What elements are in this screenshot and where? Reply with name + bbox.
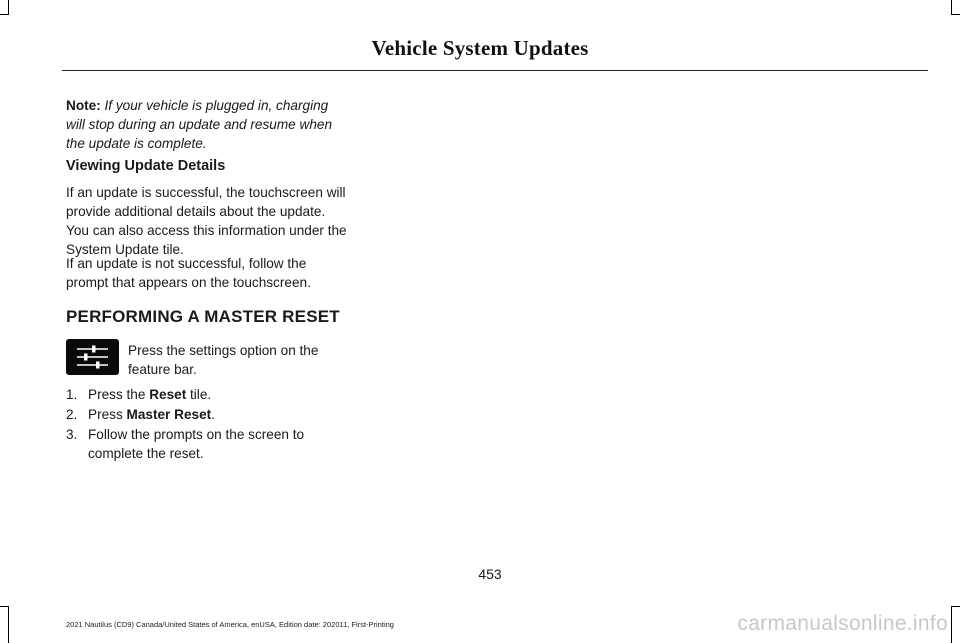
step-text-post: . bbox=[211, 407, 215, 422]
step-text-pre: Press the bbox=[88, 387, 150, 402]
viewing-paragraph-1: If an update is successful, the touchscreen will provide additional details about the update. You can also access this information under the System Update tile. bbox=[66, 185, 347, 257]
step-text-pre: Press bbox=[88, 407, 127, 422]
master-reset-heading: PERFORMING A MASTER RESET bbox=[66, 307, 340, 326]
settings-sliders-icon bbox=[66, 339, 119, 375]
crop-mark-top-right-h bbox=[951, 14, 960, 15]
crop-mark-bottom-right-h bbox=[951, 606, 960, 607]
step-number: 1. bbox=[66, 387, 78, 402]
step-text-bold: Master Reset bbox=[126, 407, 212, 422]
note-paragraph bbox=[66, 96, 348, 153]
crop-mark-top-left-v bbox=[8, 0, 9, 14]
settings-icon-caption: Press the settings option on the feature bar. bbox=[128, 343, 319, 377]
step-text-bold: Reset bbox=[149, 387, 187, 402]
watermark: carmanualsonline.info bbox=[737, 612, 948, 635]
note-label: Note: bbox=[66, 98, 101, 113]
footer-edition-info: 2021 Nautilus (CD9) Canada/United States of America, enUSA, Edition date: 202011, First-Printing bbox=[66, 620, 394, 629]
note-text: If your vehicle is plugged in, charging will stop during an update and resume when the update is complete. bbox=[66, 98, 333, 151]
header-divider bbox=[62, 70, 928, 71]
crop-mark-bottom-left-h bbox=[0, 606, 9, 607]
crop-mark-bottom-right-v bbox=[951, 606, 952, 643]
page-title: Vehicle System Updates bbox=[371, 36, 589, 60]
step-text-pre: Follow the prompts on the screen to complete the reset. bbox=[88, 427, 305, 461]
viewing-paragraph-2: If an update is not successful, follow the prompt that appears on the touchscreen. bbox=[66, 256, 311, 290]
step-number: 3. bbox=[66, 427, 78, 442]
crop-mark-bottom-left-v bbox=[8, 606, 9, 643]
crop-mark-top-right-v bbox=[951, 0, 952, 14]
viewing-update-heading: Viewing Update Details bbox=[66, 158, 226, 174]
step-text-post: tile. bbox=[186, 387, 212, 402]
page-number: 453 bbox=[478, 566, 502, 582]
step-number: 2. bbox=[66, 407, 78, 422]
crop-mark-top-left-h bbox=[0, 14, 9, 15]
